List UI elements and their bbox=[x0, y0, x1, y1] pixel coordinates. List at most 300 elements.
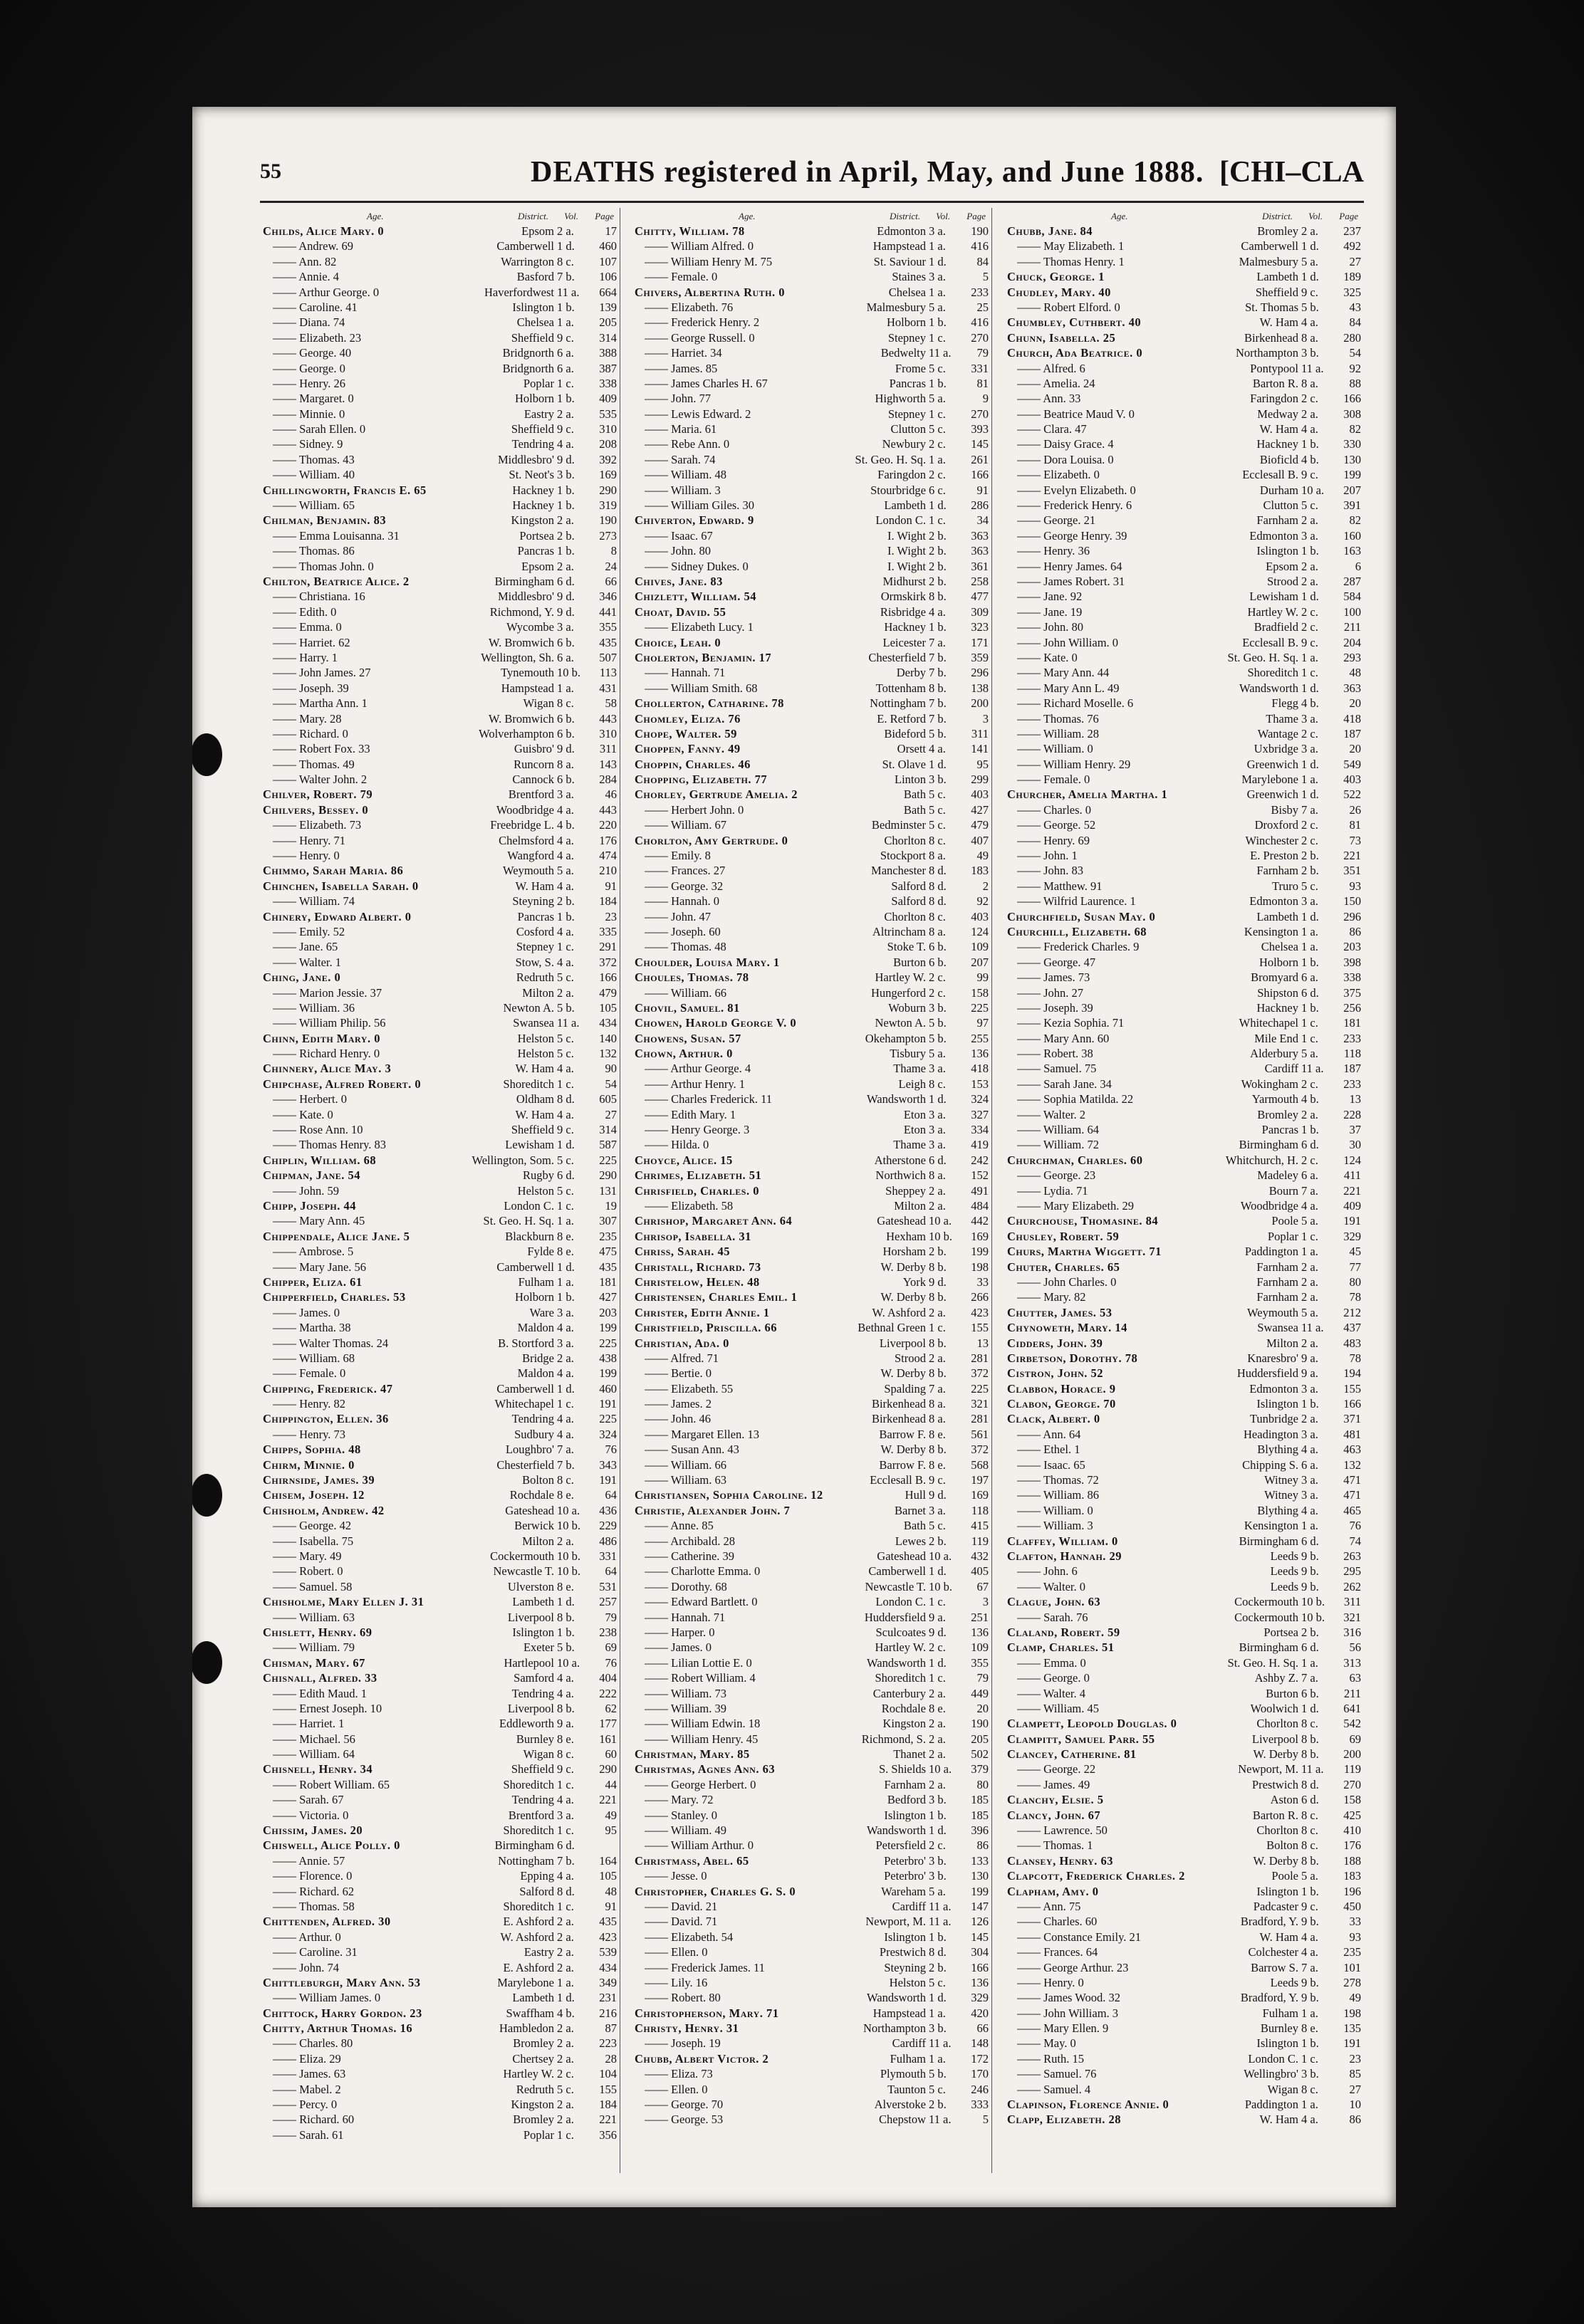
register-entry bbox=[1004, 361, 1364, 376]
register-entry bbox=[1004, 802, 1364, 817]
register-entry bbox=[632, 1442, 991, 1457]
entry-name: Christopherson, Mary. 71 bbox=[635, 2006, 779, 2020]
register-entry bbox=[1004, 407, 1364, 422]
register-entry bbox=[632, 604, 991, 619]
register-entry bbox=[260, 1274, 620, 1289]
entry-district: Birkenhead bbox=[871, 1397, 926, 1411]
entry-district: Stoke T. bbox=[887, 940, 926, 954]
entry-page: 471 bbox=[1343, 1473, 1361, 1487]
entry-volume: 9 a. bbox=[1301, 1351, 1318, 1365]
entry-page: 26 bbox=[1349, 802, 1361, 817]
entry-name: —— Emma. 0 bbox=[273, 620, 342, 634]
register-entry bbox=[1004, 2036, 1364, 2051]
entry-page: 420 bbox=[971, 2006, 989, 2020]
register-entry bbox=[260, 254, 620, 269]
entry-district: Milton bbox=[522, 985, 554, 1000]
entry-district: Burnley bbox=[516, 1732, 554, 1746]
entry-district: Woburn bbox=[888, 1000, 926, 1015]
entry-volume: 8 e. bbox=[1301, 2021, 1318, 2036]
register-entry bbox=[260, 1107, 620, 1122]
entry-district: Milton bbox=[1266, 1336, 1298, 1350]
entry-volume: 8 b. bbox=[929, 1260, 947, 1274]
entry-volume: 6 c. bbox=[929, 483, 946, 497]
entry-page: 287 bbox=[1343, 574, 1361, 588]
entry-name: —— Arthur. 0 bbox=[273, 1930, 341, 1944]
entry-district: Barrow F. bbox=[879, 1427, 926, 1441]
entry-volume: 2 c. bbox=[1301, 818, 1318, 832]
entry-page: 225 bbox=[599, 1336, 617, 1350]
entry-district: Hackney bbox=[1256, 1000, 1298, 1015]
entry-page: 140 bbox=[599, 1031, 617, 1045]
entry-volume: 6 d. bbox=[557, 1168, 575, 1183]
register-entry bbox=[1004, 1944, 1364, 1959]
register-entry bbox=[260, 985, 620, 1000]
entry-district: Edmonton bbox=[1249, 894, 1298, 909]
register-entry bbox=[260, 757, 620, 772]
register-entry bbox=[632, 1107, 991, 1122]
entry-volume: 1 a. bbox=[1301, 924, 1318, 938]
register-entry bbox=[260, 1061, 620, 1076]
register-entry bbox=[1004, 1487, 1364, 1502]
entry-district: Wigan bbox=[1267, 2082, 1298, 2096]
entry-page: 216 bbox=[599, 2006, 617, 2020]
entry-page: 361 bbox=[971, 559, 989, 573]
register-entry bbox=[632, 1213, 991, 1228]
register-entry bbox=[1004, 1594, 1364, 1609]
entry-page: 225 bbox=[971, 1381, 989, 1396]
entry-volume: 2 a. bbox=[557, 1945, 574, 1959]
entry-district: Horsham bbox=[882, 1245, 926, 1259]
binder-hole bbox=[192, 1641, 222, 1684]
entry-volume: 8 b. bbox=[557, 1701, 575, 1715]
entry-district: Clutton bbox=[1263, 498, 1298, 513]
entry-volume: 6 a. bbox=[1301, 1168, 1318, 1183]
entry-name: —— John. 74 bbox=[273, 1960, 340, 1974]
entry-name: —— Female. 0 bbox=[1017, 773, 1090, 787]
entry-name: Christopher, Charles G. S. 0 bbox=[635, 1884, 796, 1898]
entry-district: Wolverhampton bbox=[479, 726, 554, 740]
entry-district: Risbridge bbox=[880, 604, 926, 619]
entry-name: —— Victoria. 0 bbox=[273, 1808, 349, 1822]
entry-name: Christy, Henry. 31 bbox=[635, 2021, 739, 2036]
entry-page: 410 bbox=[1343, 1823, 1361, 1838]
entry-volume: 5 a. bbox=[1301, 254, 1318, 268]
entry-name: —— Richard. 0 bbox=[273, 726, 348, 740]
register-entry bbox=[260, 1015, 620, 1030]
entry-name: —— John. 1 bbox=[1017, 849, 1078, 863]
register-entry bbox=[632, 1823, 991, 1838]
register-entry bbox=[632, 635, 991, 650]
entry-name: Chipp, Joseph. 44 bbox=[263, 1199, 357, 1213]
register-entry bbox=[1004, 1838, 1364, 1853]
register-entry bbox=[1004, 2097, 1364, 2112]
entry-district: Thame bbox=[1266, 711, 1298, 726]
register-entry bbox=[632, 1701, 991, 1716]
entry-name: —— Martha. 38 bbox=[273, 1321, 351, 1335]
register-entry bbox=[1004, 1975, 1364, 1990]
entry-page: 278 bbox=[1343, 1975, 1361, 1989]
entry-page: 153 bbox=[971, 1077, 989, 1091]
register-entry bbox=[260, 483, 620, 498]
register-entry bbox=[1004, 224, 1364, 239]
entry-page: 438 bbox=[599, 1351, 617, 1365]
register-entry bbox=[632, 1244, 991, 1259]
entry-page: 197 bbox=[971, 1473, 989, 1487]
entry-name: —— William. 68 bbox=[273, 1351, 355, 1365]
entry-page: 443 bbox=[599, 711, 617, 726]
entry-page: 78 bbox=[1349, 1351, 1361, 1365]
entry-page: 150 bbox=[1343, 894, 1361, 909]
entry-name: —— Henry. 73 bbox=[273, 1427, 346, 1441]
entry-name: Ching, Jane. 0 bbox=[263, 970, 341, 985]
entry-district: Newbury bbox=[882, 437, 926, 451]
entry-name: —— Thomas. 58 bbox=[273, 1899, 355, 1913]
entry-volume: 1 b. bbox=[1301, 544, 1319, 558]
register-entry bbox=[1004, 1137, 1364, 1152]
register-entry bbox=[260, 1670, 620, 1685]
entry-volume: 4 a. bbox=[1301, 1199, 1318, 1213]
entry-volume: 2 a. bbox=[557, 1960, 574, 1974]
entry-district: Leeds bbox=[1270, 1564, 1298, 1579]
entry-page: 331 bbox=[599, 1549, 617, 1563]
register-entry bbox=[1004, 696, 1364, 711]
entry-list bbox=[260, 224, 620, 2142]
entry-page: 37 bbox=[1349, 1123, 1361, 1137]
register-entry bbox=[260, 2036, 620, 2051]
entry-name: —— Eliza. 73 bbox=[645, 2067, 713, 2081]
entry-name: —— Mary. 49 bbox=[273, 1549, 342, 1563]
entry-district: Islington bbox=[1256, 1884, 1298, 1898]
entry-name: —— William Henry. 29 bbox=[1017, 757, 1131, 771]
register-entry bbox=[1004, 1427, 1364, 1442]
entry-volume: 8 b. bbox=[929, 1336, 947, 1350]
entry-page: 190 bbox=[599, 513, 617, 528]
entry-district: B. Stortford bbox=[498, 1336, 554, 1350]
entry-volume: 1 b. bbox=[929, 376, 947, 390]
entry-name: —— Sarah Jane. 34 bbox=[1017, 1077, 1112, 1091]
entry-page: 155 bbox=[599, 2082, 617, 2096]
entry-district: Middlesbro' bbox=[497, 590, 554, 604]
entry-district: Prestwich bbox=[1251, 1777, 1298, 1791]
entry-name: —— John. 59 bbox=[273, 1183, 340, 1198]
entry-page: 160 bbox=[1343, 528, 1361, 543]
entry-volume: 4 b. bbox=[1301, 1092, 1319, 1106]
register-entry bbox=[1004, 1061, 1364, 1076]
entry-name: Chissim, James. 20 bbox=[263, 1823, 363, 1838]
entry-volume: 1 d. bbox=[557, 1381, 575, 1396]
entry-volume: 1 d. bbox=[1301, 787, 1319, 802]
entry-volume: 6 b. bbox=[929, 955, 947, 969]
entry-name: —— James Robert. 31 bbox=[1017, 574, 1125, 588]
entry-volume: 3 a. bbox=[1301, 1381, 1318, 1396]
entry-district: Eastry bbox=[523, 407, 554, 421]
entry-page: 118 bbox=[1343, 1047, 1361, 1061]
entry-name: —— Mabel. 2 bbox=[273, 2082, 341, 2096]
register-entry bbox=[632, 2082, 991, 2097]
entry-name: —— William. 64 bbox=[273, 1747, 355, 1762]
entry-district: Birmingham bbox=[1239, 1640, 1298, 1655]
entry-name: —— Walter. 0 bbox=[1017, 1579, 1085, 1593]
entry-district: Hull bbox=[905, 1488, 926, 1502]
entry-volume: 1 a. bbox=[557, 1274, 574, 1289]
entry-volume: 6 d. bbox=[1301, 1534, 1319, 1548]
entry-volume: 1 b. bbox=[1301, 437, 1319, 451]
entry-volume: 6 d. bbox=[1301, 1793, 1319, 1807]
entry-name: —— Rebe Ann. 0 bbox=[645, 437, 730, 451]
register-entry bbox=[632, 1092, 991, 1106]
entry-name: —— William. 66 bbox=[645, 1457, 726, 1472]
entry-name: —— Elizabeth. 76 bbox=[645, 300, 734, 314]
register-entry bbox=[1004, 833, 1364, 848]
entry-district: Birkenhead bbox=[1244, 330, 1298, 345]
entry-volume: 1 c. bbox=[557, 1777, 574, 1791]
entry-page: 359 bbox=[971, 650, 989, 664]
register-entry bbox=[632, 239, 991, 253]
entry-district: Sheffield bbox=[511, 422, 554, 436]
entry-volume: 7 a. bbox=[1301, 1671, 1318, 1685]
entry-name: —— Sidney Dukes. 0 bbox=[645, 559, 749, 573]
register-entry bbox=[632, 619, 991, 634]
entry-volume: 5 c. bbox=[929, 422, 946, 436]
entry-district: Camberwell bbox=[496, 239, 554, 253]
entry-district: Faringdon bbox=[877, 468, 926, 482]
entry-name: —— David. 71 bbox=[645, 1915, 718, 1929]
register-entry bbox=[1004, 1213, 1364, 1228]
entry-page: 435 bbox=[599, 1915, 617, 1929]
entry-district: Shoreditch bbox=[875, 1671, 926, 1685]
entry-volume: 8 d. bbox=[929, 894, 947, 909]
entry-name: —— Matthew. 91 bbox=[1017, 879, 1103, 893]
entry-district: St. Neot's bbox=[509, 468, 554, 482]
entry-name: —— Richard. 62 bbox=[273, 1884, 355, 1898]
entry-volume: 2 c. bbox=[557, 2067, 574, 2081]
entry-volume: 8 d. bbox=[557, 1884, 575, 1898]
entry-name: —— Martha Ann. 1 bbox=[273, 696, 368, 711]
entry-district: Pontypool bbox=[1250, 361, 1298, 375]
entry-district: Bideford bbox=[884, 726, 926, 740]
entry-district: Bedminster bbox=[871, 818, 926, 832]
entry-page: 183 bbox=[1343, 1869, 1361, 1883]
entry-name: Christer, Edith Annie. 1 bbox=[635, 1305, 770, 1319]
entry-page: 91 bbox=[605, 1899, 617, 1913]
entry-district: Redruth bbox=[516, 970, 554, 985]
register-entry bbox=[632, 513, 991, 528]
entry-volume: 4 a. bbox=[1301, 2113, 1318, 2127]
entry-district: Whitechapel bbox=[494, 1397, 554, 1411]
entry-page: 54 bbox=[605, 1077, 617, 1091]
entry-district: Blackburn bbox=[505, 1229, 554, 1243]
entry-page: 321 bbox=[1343, 1610, 1361, 1624]
entry-district: Bath bbox=[903, 787, 926, 802]
entry-volume: 3 a. bbox=[929, 1123, 946, 1137]
entry-volume: 1 b. bbox=[929, 1808, 947, 1822]
entry-name: —— George. 47 bbox=[1017, 955, 1096, 969]
register-entry bbox=[632, 665, 991, 680]
entry-name: Cirbetson, Dorothy. 78 bbox=[1007, 1351, 1138, 1365]
entry-name: Chinchen, Isabella Sarah. 0 bbox=[263, 879, 419, 893]
entry-name: —— Robert William. 65 bbox=[273, 1777, 390, 1791]
entry-volume: 10 b. bbox=[929, 1229, 952, 1243]
register-entry bbox=[1004, 574, 1364, 589]
entry-volume: 1 c. bbox=[557, 376, 574, 390]
entry-name: —— Archibald. 28 bbox=[645, 1534, 735, 1548]
column-3 bbox=[1004, 208, 1364, 2173]
entry-name: —— William Smith. 68 bbox=[645, 681, 758, 695]
entry-district: Wandsworth bbox=[1239, 681, 1298, 695]
entry-page: 542 bbox=[1343, 1717, 1361, 1731]
register-entry bbox=[1004, 2112, 1364, 2127]
entry-page: 228 bbox=[1343, 1107, 1361, 1121]
entry-district: St. Saviour bbox=[873, 254, 926, 268]
entry-name: Chippendale, Alice Jane. 5 bbox=[263, 1229, 410, 1243]
entry-page: 199 bbox=[1343, 468, 1361, 482]
register-entry bbox=[260, 285, 620, 300]
entry-volume: 4 a. bbox=[557, 1412, 574, 1426]
register-entry bbox=[260, 1381, 620, 1396]
entry-district: Wandsworth bbox=[867, 1092, 926, 1106]
register-entry bbox=[260, 574, 620, 589]
register-entry bbox=[1004, 939, 1364, 954]
entry-page: 255 bbox=[971, 1031, 989, 1045]
entry-district: Holborn bbox=[887, 315, 926, 330]
entry-district: Faringdon bbox=[1250, 392, 1298, 406]
entry-volume: 8 e. bbox=[557, 1229, 574, 1243]
entry-page: 229 bbox=[599, 1519, 617, 1533]
entry-name: —— David. 21 bbox=[645, 1899, 718, 1913]
entry-volume: 3 a. bbox=[1301, 742, 1318, 756]
entry-page: 258 bbox=[971, 574, 989, 588]
entry-page: 79 bbox=[976, 346, 989, 360]
entry-page: 403 bbox=[971, 909, 989, 923]
entry-district: Islington bbox=[512, 300, 554, 314]
register-entry bbox=[632, 1503, 991, 1518]
entry-page: 33 bbox=[1349, 1915, 1361, 1929]
entry-volume: 9 a. bbox=[929, 1610, 946, 1624]
register-entry bbox=[632, 2006, 991, 2021]
entry-volume: 5 c. bbox=[929, 818, 946, 832]
entry-page: 181 bbox=[599, 1274, 617, 1289]
entry-volume: 9 a. bbox=[557, 1717, 574, 1731]
register-entry bbox=[260, 1914, 620, 1929]
entry-page: 372 bbox=[971, 1443, 989, 1457]
entry-volume: 2 a. bbox=[1301, 407, 1318, 421]
entry-name: —— Henry. 71 bbox=[273, 833, 346, 847]
entry-page: 443 bbox=[599, 802, 617, 817]
entry-district: Liverpool bbox=[507, 1701, 554, 1715]
register-entry bbox=[260, 1472, 620, 1487]
register-entry bbox=[260, 1457, 620, 1472]
register-entry bbox=[1004, 1808, 1364, 1823]
register-entry bbox=[1004, 1366, 1364, 1381]
entry-volume: 1 c. bbox=[929, 407, 946, 421]
entry-volume: 2 a. bbox=[1301, 1107, 1318, 1121]
entry-volume: 1 b. bbox=[557, 483, 575, 497]
register-entry bbox=[260, 955, 620, 970]
entry-district: Chepstow bbox=[879, 2113, 926, 2127]
entry-volume: 2 c. bbox=[1301, 1077, 1318, 1091]
entry-volume: 2 b. bbox=[1301, 1625, 1319, 1639]
entry-volume: 1 c. bbox=[557, 1823, 574, 1838]
entry-name: —— George. 22 bbox=[1017, 1762, 1096, 1776]
register-entry bbox=[632, 1289, 991, 1304]
register-entry bbox=[632, 1518, 991, 1533]
entry-name: —— William. 0 bbox=[1017, 1503, 1093, 1517]
entry-district: Hartley W. bbox=[875, 970, 926, 985]
register-entry bbox=[1004, 665, 1364, 680]
entry-name: —— William James. 0 bbox=[273, 1991, 381, 2005]
entry-volume: 9 b. bbox=[1301, 1975, 1319, 1989]
entry-page: 93 bbox=[1349, 879, 1361, 893]
entry-district: Camberwell bbox=[1241, 239, 1298, 253]
entry-district: Mile End bbox=[1254, 1031, 1298, 1045]
register-entry bbox=[632, 543, 991, 558]
heading-page: Page bbox=[1339, 211, 1358, 221]
register-entry bbox=[1004, 1640, 1364, 1655]
register-entry bbox=[632, 1930, 991, 1944]
entry-name: —— Henry. 0 bbox=[273, 849, 340, 863]
register-entry bbox=[632, 1838, 991, 1853]
register-entry bbox=[260, 802, 620, 817]
entry-volume: 4 a. bbox=[1301, 1443, 1318, 1457]
entry-volume: 2 a. bbox=[1301, 1260, 1318, 1274]
entry-name: —— Ethel. 1 bbox=[1017, 1443, 1080, 1457]
entry-volume: 1 a. bbox=[557, 315, 574, 330]
entry-name: Chusley, Robert. 59 bbox=[1007, 1229, 1120, 1243]
register-entry bbox=[260, 1396, 620, 1411]
entry-name: Claffey, William. 0 bbox=[1007, 1534, 1118, 1548]
entry-name: —— George Henry. 39 bbox=[1017, 528, 1127, 543]
entry-district: Tynemouth bbox=[501, 666, 554, 680]
entry-page: 88 bbox=[1349, 376, 1361, 390]
entry-district: Newport, M. bbox=[1238, 1762, 1298, 1776]
entry-page: 403 bbox=[971, 787, 989, 802]
entry-name: —— John. 80 bbox=[645, 544, 712, 558]
entry-volume: 1 b. bbox=[929, 620, 947, 634]
entry-page: 286 bbox=[971, 498, 989, 513]
entry-volume: 5 c. bbox=[557, 1031, 574, 1045]
entry-volume: 1 b. bbox=[557, 544, 575, 558]
entry-volume: 10 a. bbox=[929, 1549, 952, 1563]
entry-district: Bradford, Y. bbox=[1240, 1915, 1298, 1929]
entry-name: Christfield, Priscilla. 66 bbox=[635, 1321, 778, 1335]
entry-name: —— George. 21 bbox=[1017, 513, 1096, 528]
entry-name: —— William. 28 bbox=[1017, 726, 1099, 740]
register-entry bbox=[632, 1274, 991, 1289]
entry-name: —— Henry. 82 bbox=[273, 1397, 346, 1411]
entry-district: Cockermouth bbox=[490, 1549, 554, 1563]
entry-volume: 2 a. bbox=[1301, 559, 1318, 573]
entry-district: Paddington bbox=[1244, 1245, 1298, 1259]
entry-district: Stourbridge bbox=[870, 483, 926, 497]
entry-name: —— Samuel. 58 bbox=[273, 1579, 353, 1593]
entry-page: 113 bbox=[599, 666, 617, 680]
entry-name: —— Walter Thomas. 24 bbox=[273, 1336, 389, 1350]
entry-district: Alverstoke bbox=[874, 2098, 926, 2112]
entry-page: 187 bbox=[1343, 1062, 1361, 1076]
entry-name: —— George. 0 bbox=[273, 361, 345, 375]
entry-name: Christman, Mary. 85 bbox=[635, 1747, 750, 1762]
entry-name: —— John James. 27 bbox=[273, 666, 371, 680]
entry-district: Staines bbox=[892, 270, 926, 284]
entry-district: W. Ham bbox=[515, 1062, 554, 1076]
entry-name: —— George. 53 bbox=[645, 2113, 724, 2127]
entry-volume: 2 b. bbox=[1301, 849, 1319, 863]
entry-name: —— Sarah. 61 bbox=[273, 2127, 344, 2142]
entry-name: —— Florence. 0 bbox=[273, 1869, 353, 1883]
register-entry bbox=[260, 1868, 620, 1883]
entry-volume: 6 d. bbox=[1301, 1640, 1319, 1655]
entry-volume: 3 a. bbox=[557, 1808, 574, 1822]
